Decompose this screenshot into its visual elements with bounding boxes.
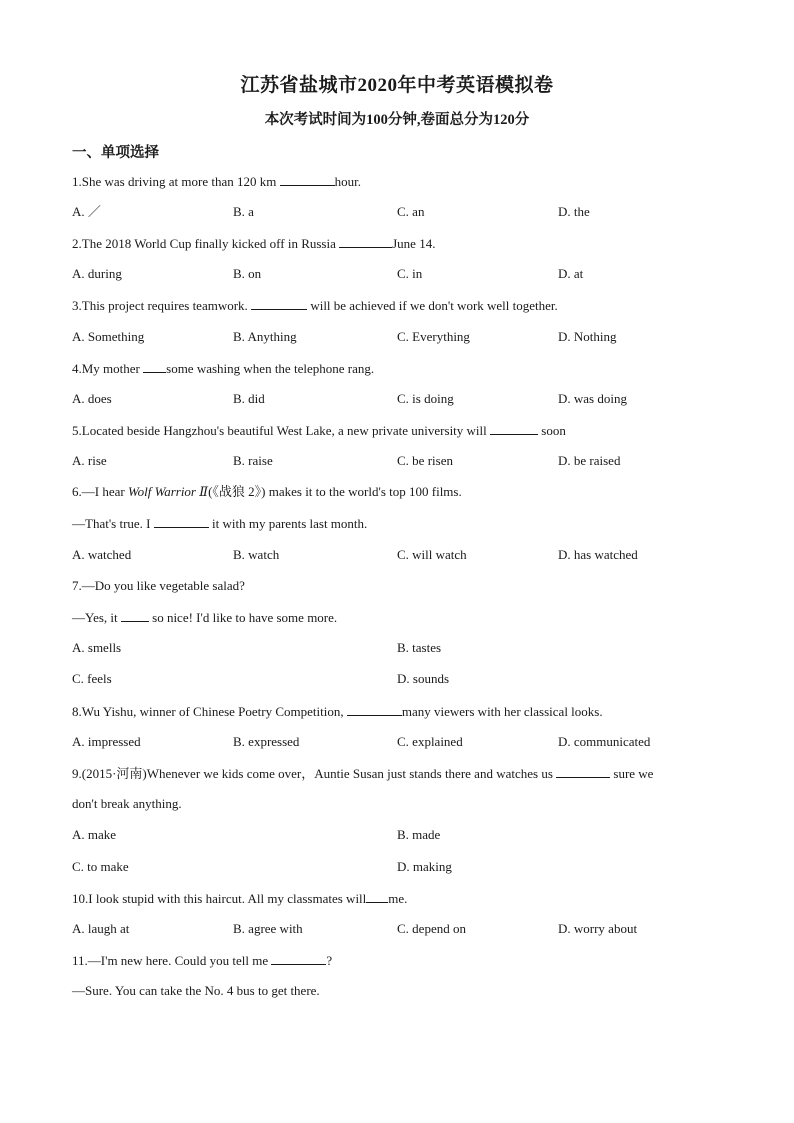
question-6-reply: —That's true. I it with my parents last month. [72, 516, 368, 531]
q10-option-d: D. worry about [558, 921, 638, 936]
q7-option-a: A. smells [72, 640, 122, 655]
q2-option-d: D. at [558, 266, 584, 281]
q4-option-c: C. is doing [397, 391, 454, 406]
q6-option-d: D. has watched [558, 547, 638, 562]
movie-title: Wolf Warrior Ⅱ [127, 484, 209, 499]
q5-option-b: B. raise [233, 453, 273, 468]
q10-option-c: C. depend on [397, 921, 466, 936]
answer-blank [490, 422, 538, 435]
question-4-stem: 4.My mother some washing when the telephone rang. [72, 361, 375, 376]
answer-blank [280, 173, 335, 186]
q2-option-a: A. during [72, 266, 122, 281]
q7-option-c: C. feels [72, 671, 112, 686]
q10-option-a: A. laugh at [72, 921, 130, 936]
exam-info: 本次考试时间为100分钟,卷面总分为120分 [264, 112, 530, 128]
q3-option-b: B. Anything [233, 329, 297, 344]
answer-blank [154, 515, 209, 528]
answer-blank [271, 952, 326, 965]
question-9-stem: 9.(2015·河南)Whenever we kids come over，Auntie Susan just stands there and watches us sure we [72, 766, 654, 781]
q3-option-c: C. Everything [397, 329, 470, 344]
q9-option-b: B. made [397, 827, 441, 842]
q10-option-b: B. agree with [233, 921, 303, 936]
q9-option-d: D. making [397, 859, 452, 874]
q5-option-c: C. be risen [397, 453, 453, 468]
question-5-stem: 5.Located beside Hangzhou's beautiful West Lake, a new private university will soon [72, 423, 566, 438]
q1-option-a: A. ／ [72, 204, 101, 219]
q8-option-a: A. impressed [72, 734, 141, 749]
q2-option-b: B. on [233, 266, 262, 281]
question-7-reply: —Yes, it so nice! I'd like to have some more. [72, 610, 338, 625]
q9-option-a: A. make [72, 827, 117, 842]
q6-option-b: B. watch [233, 547, 280, 562]
q4-option-d: D. was doing [558, 391, 627, 406]
question-6-stem: 6.—I hear Wolf Warrior Ⅱ(《战狼 2》) makes it to the world's top 100 films. [72, 484, 462, 499]
q1-option-b: B. a [233, 204, 254, 219]
question-11-stem: 11.—I'm new here. Could you tell me ? [72, 953, 333, 968]
q5-option-a: A. rise [72, 453, 107, 468]
q9-option-c: C. to make [72, 859, 129, 874]
q7-option-d: D. sounds [397, 671, 450, 686]
answer-blank [347, 703, 402, 716]
answer-blank [121, 609, 149, 622]
page-title: 江苏省盐城市2020年中考英语模拟卷 [240, 75, 554, 96]
answer-blank [366, 890, 388, 903]
q7-option-b: B. tastes [397, 640, 442, 655]
answer-blank [556, 765, 610, 778]
question-11-reply: —Sure. You can take the No. 4 bus to get there. [72, 983, 320, 998]
answer-blank [143, 360, 166, 373]
q4-option-a: A. does [72, 391, 112, 406]
answer-blank [251, 297, 307, 310]
question-2-stem: 2.The 2018 World Cup finally kicked off in Russia June 14. [72, 236, 436, 251]
q1-option-d: D. the [558, 204, 590, 219]
q8-option-d: D. communicated [558, 734, 651, 749]
q3-option-d: D. Nothing [558, 329, 617, 344]
question-9-stem-continued: don't break anything. [72, 796, 182, 811]
q4-option-b: B. did [233, 391, 265, 406]
q5-option-d: D. be raised [558, 453, 621, 468]
q8-option-b: B. expressed [233, 734, 300, 749]
q2-option-c: C. in [397, 266, 423, 281]
q6-option-c: C. will watch [397, 547, 467, 562]
question-10-stem: 10.I look stupid with this haircut. All my classmates will me. [72, 891, 408, 906]
question-7-stem: 7.—Do you like vegetable salad? [72, 578, 245, 593]
q6-option-a: A. watched [72, 547, 132, 562]
q1-option-c: C. an [397, 204, 425, 219]
answer-blank [339, 235, 392, 248]
q8-option-c: C. explained [397, 734, 463, 749]
question-1-stem: 1.She was driving at more than 120 km hour. [72, 174, 361, 189]
question-3-stem: 3.This project requires teamwork. will be achieved if we don't work well together. [72, 298, 558, 313]
question-8-stem: 8.Wu Yishu, winner of Chinese Poetry Competition, many viewers with her classical looks. [72, 704, 603, 719]
q3-option-a: A. Something [72, 329, 145, 344]
section-heading: 一、单项选择 [72, 145, 159, 161]
